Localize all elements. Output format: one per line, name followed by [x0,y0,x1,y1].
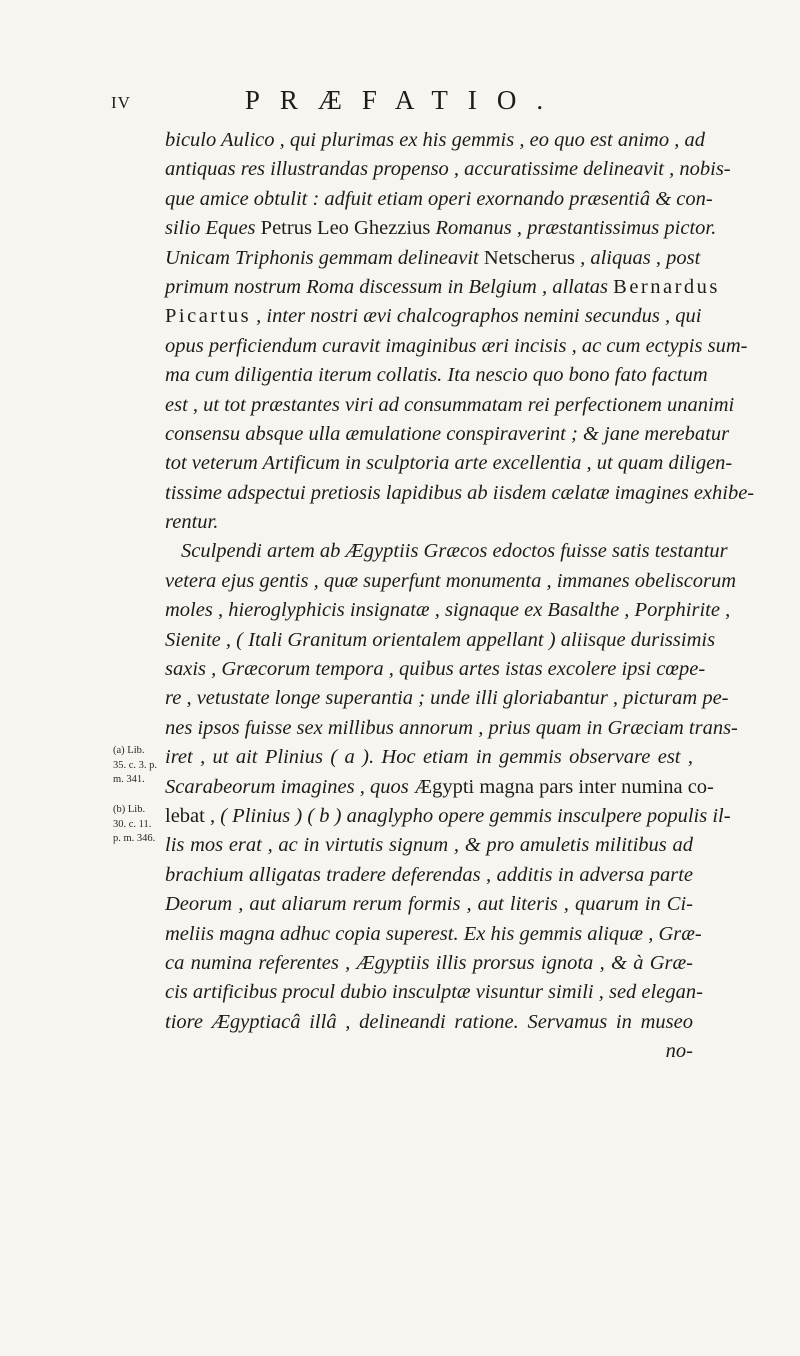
text-line [165,479,755,508]
text-line [165,773,714,802]
text-line [165,537,728,566]
text-segment: tissime adspectui pretiosis lapidibus ab iisdem cælatæ imagines exhibe- [165,481,755,504]
text-line [165,831,693,860]
page-number: IV [111,93,131,112]
text-segment: Romanus , præstantissimus pictor. [430,217,717,240]
text-line [165,449,733,478]
text-segment: tot veterum Artificum in sculptoria arte excellentia , ut quam diligen- [165,452,733,475]
text-segment: vetera ejus gentis , quæ superfunt monumenta , immanes obeliscorum [165,569,737,592]
text-segment: Netscherus [483,246,575,269]
text-line [165,214,717,243]
text-line [165,802,731,831]
text-segment: ( Plinius ) ( b ) anaglypho opere gemmis insculpere populis il- [215,804,731,827]
text-segment: Picartus [165,305,252,328]
text-segment: no- [665,1040,693,1063]
text-segment: , inter nostri ævi chalcographos nemini secundus , qui [251,305,702,328]
text-segment: opus perficiendum curavit imaginibus æri incisis , ac cum ectypis sum- [165,334,748,357]
text-line [165,302,702,331]
text-segment: antiquas res illustrandas propenso , accuratissime delineavit , nobis- [165,158,731,181]
text-line [165,567,737,596]
text-line [165,332,748,361]
margin-note-line: 30. c. 11. [113,818,152,830]
margin-note-a [113,744,171,788]
margin-note-b [113,803,171,847]
text-line [165,126,705,155]
text-line [165,273,720,302]
text-segment: re , vetustate longe superantia ; unde illi gloriabantur , picturam pe- [165,687,729,710]
text-segment: Ægypti magna pars inter numina co- [413,775,714,798]
text-segment: moles , hieroglyphicis insignatæ , signaque ex Basalthe , Porphirite , [165,599,731,622]
text-segment: silio Eques [165,217,261,240]
margin-note-line: m. 341. [113,774,145,785]
text-line [165,978,703,1007]
text-line [165,1008,693,1037]
margin-note-line: p. m. 346. [113,833,156,844]
text-segment: ca numina referentes , Ægyptiis illis prorsus ignota , & à Græ- [165,951,693,974]
text-segment: lebat , [165,804,216,827]
text-line [165,655,706,684]
text-segment: iret , ut ait Plinius ( a ). Hoc etiam in gemmis observare est , [165,746,693,769]
text-line [165,684,729,713]
text-segment: que amice obtulit : adfuit etiam operi exornando præsentiâ & con- [165,187,713,210]
text-line [165,596,731,625]
text-line [165,1037,693,1066]
text-line [165,714,738,743]
text-line [165,155,731,184]
body-text [165,126,755,1067]
text-line [165,361,708,390]
text-segment: saxis , Græcorum tempora , quibus artes istas excolere ipsi cœpe- [165,658,706,681]
text-segment: Deorum , aut aliarum rerum formis , aut literis , quarum in Ci- [165,893,693,916]
text-segment: Bernardus [613,275,720,298]
page-header [0,87,800,121]
margin-note-line: 35. c. 3. p. [113,759,158,771]
text-line [165,743,693,772]
text-line [165,920,702,949]
text-segment: Sculpendi artem ab Ægyptiis Græcos edoctos fuisse satis testantur [181,540,728,563]
text-segment: tiore Ægyptiacâ illâ , delineandi ratione. Servamus in museo [165,1010,693,1033]
text-segment: cis artificibus procul dubio insculptæ visuntur simili , sed elegan- [165,981,703,1004]
text-segment: Petrus Leo Ghezzius [260,217,431,240]
text-segment: nes ipsos fuisse sex millibus annorum , prius quam in Græciam trans- [165,716,738,739]
text-line [165,185,713,214]
text-line [165,626,716,655]
running-title: PRÆFATIO. [244,85,564,115]
text-segment: Scarabeorum imagines , quos [165,775,414,798]
text-line [165,420,730,449]
text-line [165,861,693,890]
text-segment: primum nostrum Roma discessum in Belgium , allatas [165,275,614,298]
text-line [165,890,693,919]
text-segment: Sienite , ( Itali Granitum orientalem appellant ) aliisque durissimis [165,628,716,651]
text-segment: brachium alligatas tradere deferendas , additis in adversa parte [165,863,693,886]
text-segment: rentur. [165,511,219,534]
margin-note-line: (b) Lib. [113,804,146,815]
text-line [165,244,701,273]
text-segment: meliis magna adhuc copia superest. Ex his gemmis aliquæ , Græ- [165,922,702,945]
text-line [165,508,693,537]
text-segment: ma cum diligentia iterum collatis. Ita nescio quo bono fato factum [165,364,708,387]
text-segment: , aliquas , post [574,246,701,269]
text-segment: biculo Aulico , qui plurimas ex his gemmis , eo quo est animo , ad [165,129,705,151]
text-segment: Unicam Triphonis gemmam delineavit [165,246,484,269]
text-line [165,391,735,420]
text-segment: consensu absque ulla æmulatione conspiraverint ; & jane merebatur [165,422,730,445]
margin-note-line: (a) Lib. [113,745,145,756]
text-line [165,949,693,978]
text-segment: lis mos erat , ac in virtutis signum , & pro amuletis militibus ad [165,834,693,857]
text-segment: est , ut tot præstantes viri ad consummatam rei perfectionem unanimi [165,393,735,416]
